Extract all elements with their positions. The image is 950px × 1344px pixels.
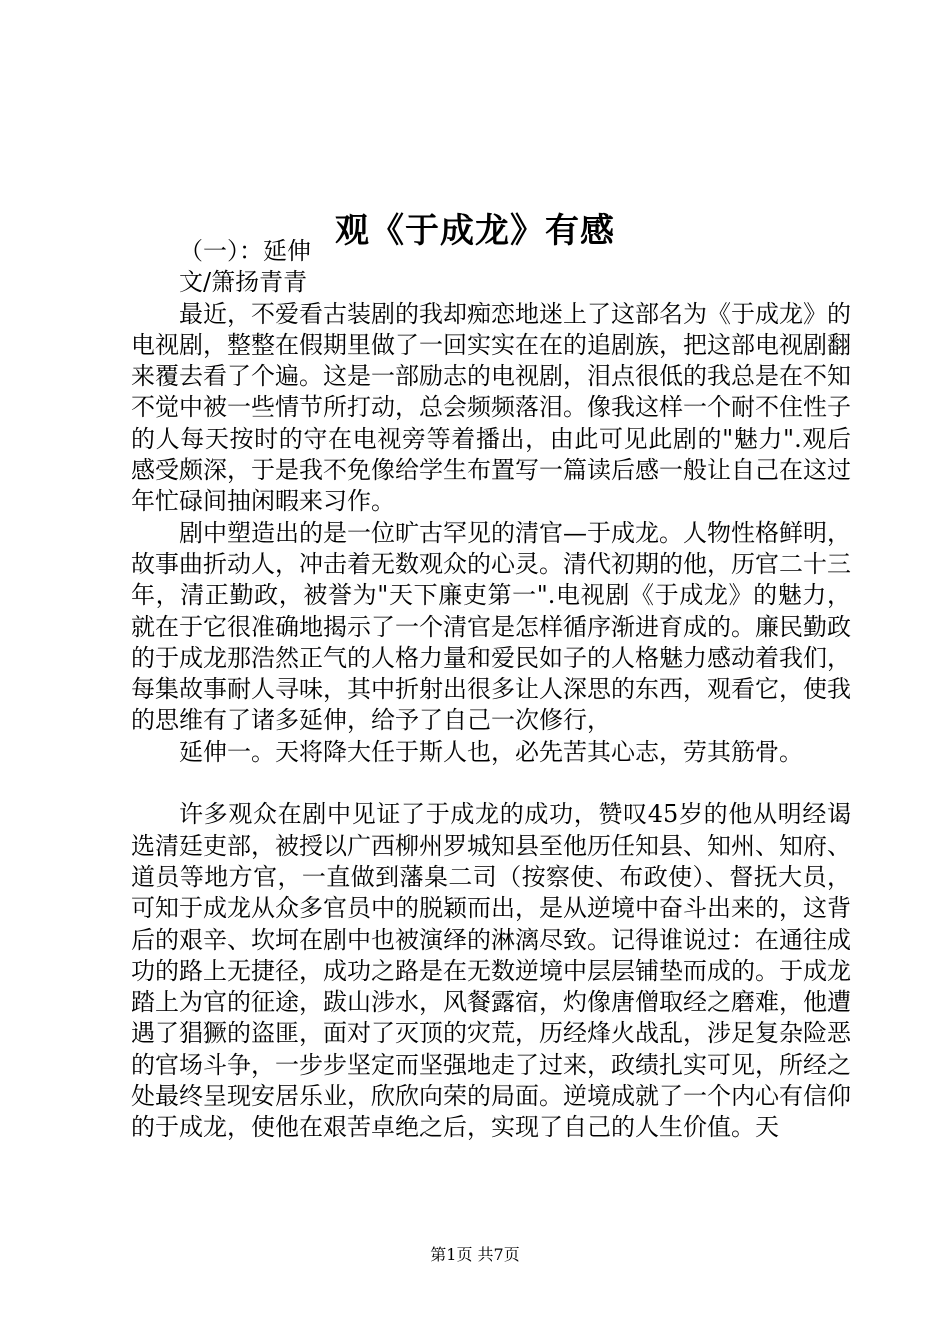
page-footer: 第1页 共7页 — [430, 1245, 520, 1264]
section-label: （一）：延伸 — [179, 237, 311, 265]
document-body — [131, 236, 851, 1144]
paragraph-extension-one-heading: 延伸一。天将降大任于斯人也，必先苦其心志，劳其筋骨。 — [179, 737, 803, 766]
paragraph-intro: 最近，不爱看古装剧的我却痴恋地迷上了这部名为《于成龙》的电视剧，整整在假期里做了一回实实在在的追剧族，把这部电视剧翻来覆去看了个遍。这是一部励志的电视剧，泪点很低的我总是在不知不觉中被一些情节所打动，总会频频落泪。像我这样一个耐不住性子的人每天按时的守在电视旁等着播出，由此可见此剧的"魅力".观后感受颇深，于是我不免像给学生布置写一篇读后感一般让自己在这过年忙碌间抽闲暇来习作。 — [131, 299, 851, 516]
byline: 文/箫扬青青 — [179, 268, 308, 297]
document-title: 观《于成龙》有感 — [335, 210, 615, 251]
blank-line — [131, 768, 851, 799]
paragraph-character: 剧中塑造出的是一位旷古罕见的清官—于成龙。人物性格鲜明，故事曲折动人，冲击着无数观众的心灵。清代初期的他，历官二十三年，清正勤政，被誉为"天下廉吏第一".电视剧《于成龙》的魅力，就在于它很准确地揭示了一个清官是怎样循序渐进育成的。廉民勤政的于成龙那浩然正气的人格力量和爱民如子的人格魅力感动着我们，每集故事耐人寻味，其中折射出很多让人深思的东西，观看它，使我的思维有了诸多延伸，给予了自己一次修行， — [131, 518, 851, 735]
paragraph-adversity: 许多观众在剧中见证了于成龙的成功，赞叹45岁的他从明经谒选清廷吏部，被授以广西柳州罗城知县至他历任知县、知州、知府、道员等地方官，一直做到藩臬二司（按察使、布政使）、督抚大员，可知于成龙从众多官员中的脱颖而出，是从逆境中奋斗出来的，这背后的艰辛、坎坷在剧中也被演绎的淋漓尽致。记得谁说过：在通往成功的路上无捷径，成功之路是在无数逆境中层层铺垫而成的。于成龙踏上为官的征途，跋山涉水，风餐露宿，灼像唐僧取经之磨难，他遭遇了猖獗的盗匪，面对了灭顶的灾荒，历经烽火战乱，涉足复杂险恶的官场斗争，一步步坚定而坚强地走了过来，政绩扎实可见，所经之处最终呈现安居乐业，欣欣向荣的局面。逆境成就了一个内心有信仰的于成龙，使他在艰苦卓绝之后，实现了自己的人生价值。天 — [131, 800, 851, 1142]
